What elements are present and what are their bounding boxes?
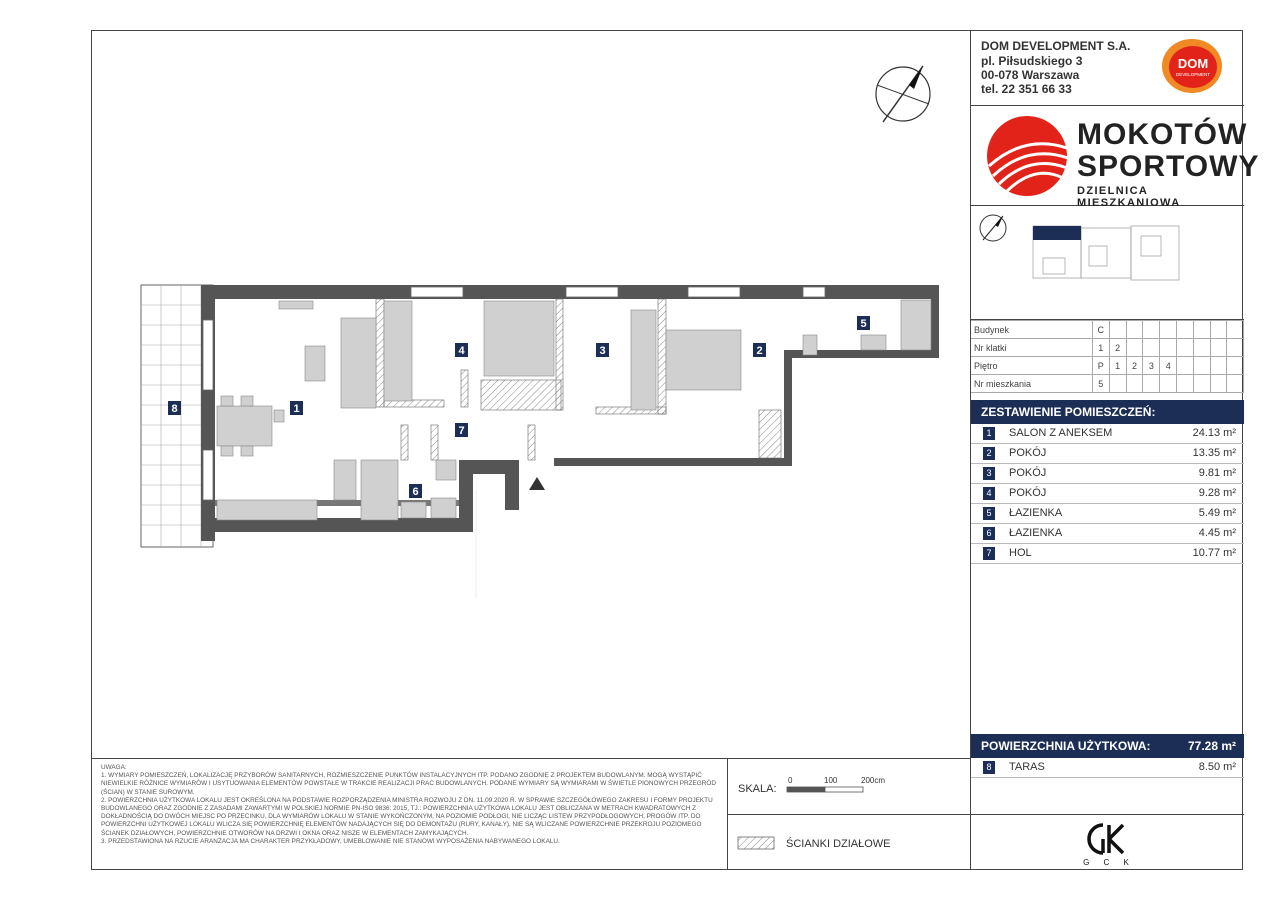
gck-logo: [1079, 819, 1139, 867]
scale-tick-200: 200cm: [861, 776, 886, 785]
terrace-row: [971, 758, 1244, 778]
room-number: 5: [983, 507, 995, 520]
company-city: 00-078 Warszawa: [981, 68, 1080, 82]
gck-logo-text: G C K: [1083, 858, 1135, 867]
building-value-1: C: [1092, 321, 1109, 339]
floor-value-5: 4: [1160, 357, 1177, 375]
key-plan-drawing: [971, 206, 1244, 320]
room-label-5: 5: [860, 318, 867, 330]
gck-logo-box: [971, 814, 1244, 870]
rooms-header: ZESTAWIENIE POMIESZCZEŃ:: [971, 400, 1244, 424]
room-area: 9.81 m²: [1198, 467, 1236, 479]
floor-value-1: P: [1092, 357, 1109, 375]
company-address: pl. Piłsudskiego 3: [981, 54, 1083, 68]
staircase-value-1: 1: [1092, 339, 1109, 357]
scale-bar: [728, 759, 971, 815]
floor-plan: [91, 30, 970, 758]
room-name: ŁAZIENKA: [1009, 527, 1063, 539]
floor-label: Piętro: [971, 357, 1092, 375]
room-number: 1: [983, 427, 995, 440]
terrace-name: TARAS: [1009, 761, 1045, 773]
room-name: ŁAZIENKA: [1009, 507, 1063, 519]
room-area: 5.49 m²: [1198, 507, 1236, 519]
brand-line-2: SPORTOWY: [1077, 150, 1260, 183]
room-area: 13.35 m²: [1192, 447, 1236, 459]
brand-line-3: DZIELNICA MIESZKANIOWA: [1077, 185, 1181, 209]
dom-logo-subtext: DEVELOPMENT: [1175, 72, 1211, 77]
note-item: 3. PRZEDSTAWIONA NA RZUCIE ARANŻACJA MA CHARAKTER PRZYKŁADOWY, UMEBLOWANIE NIE STANOWI WYPOSAŻENIA NABYWANEGO LOKALU.: [101, 837, 560, 845]
key-plan: [971, 206, 1244, 320]
room-area: 24.13 m²: [1192, 427, 1236, 439]
room-number: 6: [983, 527, 995, 540]
room-number: 3: [983, 467, 995, 480]
legend-box: [727, 814, 970, 870]
terrace-number: 8: [983, 761, 995, 774]
room-label-8: 8: [171, 403, 178, 415]
room-row: [971, 544, 1244, 564]
mokotow-sportowy-logo: [985, 114, 1069, 198]
room-row: [971, 524, 1244, 544]
dom-logo-text: DOM: [1177, 56, 1209, 71]
rooms-list: [971, 424, 1244, 564]
building-label: Budynek: [971, 321, 1092, 339]
room-number: 2: [983, 447, 995, 460]
floor-plan-drawing: [91, 30, 970, 758]
dom-development-logo: [1161, 38, 1223, 94]
room-row: [971, 444, 1244, 464]
notes-text: [101, 764, 716, 846]
room-name: POKÓJ: [1009, 467, 1047, 479]
notes-box: [91, 758, 727, 870]
project-brand: [971, 106, 1260, 209]
terrace-area: 8.50 m²: [1198, 761, 1236, 773]
room-label-3: 3: [599, 345, 606, 357]
room-label-7: 7: [458, 425, 465, 437]
entrance-marker-icon: [529, 477, 545, 490]
room-row: [971, 504, 1244, 524]
room-row: [971, 424, 1244, 444]
note-item: 2. POWIERZCHNIA UŻYTKOWA LOKALU JEST OKREŚLONA NA PODSTAWIE ROZPORZĄDZENIA MINISTRA ROZWOJU Z DN. 11.09.2020 R. W SPRAWIE SZCZEGÓŁOWEGO ZAKRESU I FORMY PROJEKTU BUDOWLANEGO ORAZ ZGODNIE Z ZASADAMI ZAWARTYMI W POLSKIEJ NORMIE PN-ISO 9836: 2015, TJ.: POWIERZCHNIA UŻYTKOWA LOKALU JEST OBLICZANA W METRACH KWADRATOWYCH Z DOKŁADNOŚCIĄ DO DWÓCH MIEJSC PO PRZECINKU, DLA WYMIARÓW LOKALU W STANIE WYKOŃCZONYM, NA POZIOMIE PODŁOGI, NIE LICZĄC LISTEW PRZYPODŁOGOWYCH, PROGÓW ITP. DO POWIERZCHNI UŻYTKOWEJ LOKALU WLICZA SIĘ POWIERZCHNIĘ ELEMENTÓW NADAJĄCYCH SIĘ DO DEMONTAŻU (RURY, KANAŁY), NIE SĄ WLICZANE POWIERZCHNIE PRZEKROJU POZIOMEGO ŚCIANEK DZIAŁOWYCH, POWIERZCHNIE OTWORÓW NA DRZWI I OKNA ORAZ NISZE W ELEMENTACH ZAMYKAJĄCYCH.: [101, 796, 713, 837]
room-number: 7: [983, 547, 995, 560]
legend-label: ŚCIANKI DZIAŁOWE: [786, 838, 891, 850]
floor-value-3: 2: [1126, 357, 1143, 375]
room-area: 10.77 m²: [1192, 547, 1236, 559]
apartment-number-label: Nr mieszkania: [971, 375, 1092, 393]
room-name: SALON Z ANEKSEM: [1009, 427, 1113, 439]
legend: [728, 815, 971, 871]
room-label-6: 6: [412, 486, 419, 498]
room-name: POKÓJ: [1009, 447, 1047, 459]
room-row: [971, 484, 1244, 504]
brand-line-1: MOKOTÓW: [1077, 118, 1248, 151]
scale-box: [727, 758, 970, 814]
furniture: [217, 300, 931, 520]
room-area: 4.45 m²: [1198, 527, 1236, 539]
room-number: 4: [983, 487, 995, 500]
company-phone: tel. 22 351 66 33: [981, 82, 1072, 96]
room-label-1: 1: [293, 403, 300, 415]
company-info: [971, 30, 1244, 106]
title-block: [970, 30, 1260, 870]
usable-area-value: 77.28 m²: [1187, 739, 1236, 753]
key-plan-north-arrow-icon: [980, 215, 1006, 241]
floor-value-4: 3: [1143, 357, 1160, 375]
scale-label: SKALA:: [738, 783, 777, 795]
scale-tick-0: 0: [788, 776, 793, 785]
partition-hatch-swatch: [738, 837, 774, 849]
notes-title: UWAGA:: [101, 764, 127, 771]
apartment-number-value: 5: [1092, 375, 1109, 393]
scale-tick-100: 100: [824, 776, 838, 785]
room-label-2: 2: [756, 345, 763, 357]
room-area: 9.28 m²: [1198, 487, 1236, 499]
usable-area-label: POWIERZCHNIA UŻYTKOWA:: [981, 739, 1151, 753]
room-name: POKÓJ: [1009, 487, 1047, 499]
floor-value-2: 1: [1109, 357, 1126, 375]
staircase-value-2: 2: [1109, 339, 1126, 357]
company-name: DOM DEVELOPMENT S.A.: [981, 39, 1131, 53]
note-item: 1. WYMIARY POMIESZCZEŃ, LOKALIZACJĘ PRZYBORÓW SANITARNYCH, ROZMIESZCZENIE PUNKTÓW INSTALACYJNYCH ITP. PODANO ZGODNIE Z PROJEKTEM BUDOWLANYM. MOGĄ WYSTĄPIĆ NIEWIELKIE RÓŻNICE WYMIARÓW I USYTUOWANIA ELEMENTÓW POWSTAŁE W TRAKCIE REALIZACJI PRAC BUDOWLANYCH. PODANE WYMIARY SĄ WYMIARAMI W ŚWIETLE PIONOWYCH PRZEGRÓD (ŚCIAN) W STANIE SUROWYM.: [101, 772, 716, 796]
room-label-4: 4: [458, 345, 465, 357]
north-arrow-icon: [876, 66, 930, 122]
room-name: HOL: [1009, 547, 1032, 559]
room-row: [971, 464, 1244, 484]
apartment-info-table: [971, 320, 1244, 393]
usable-area-total: [971, 734, 1244, 758]
staircase-label: Nr klatki: [971, 339, 1092, 357]
